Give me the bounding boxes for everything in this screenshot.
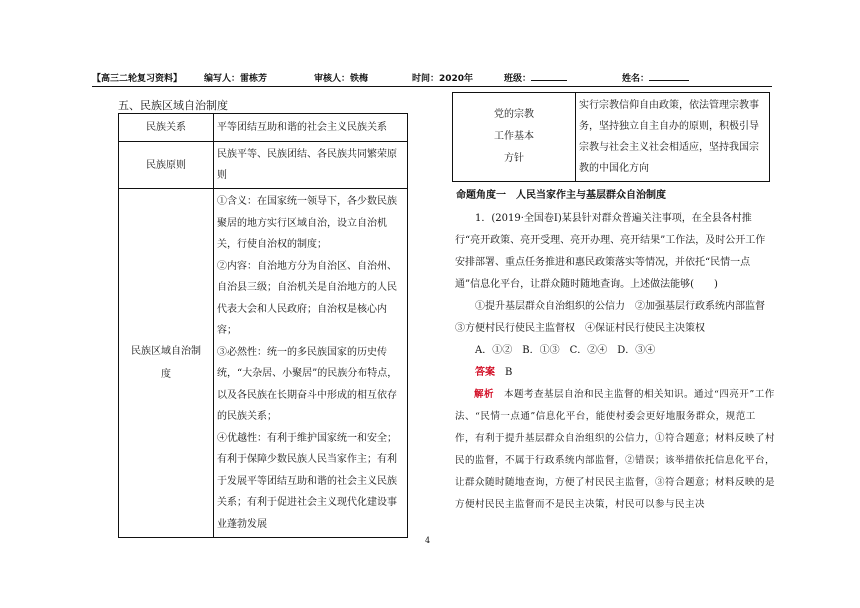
row-key: 民族关系	[119, 114, 214, 142]
options-line-1: ①提升基层群众自治组织的公信力 ②加强基层行政系统内部监督	[475, 301, 765, 312]
row-key: 民族区域自治制度	[119, 189, 214, 538]
answer-line	[455, 362, 775, 384]
table-row	[119, 114, 408, 142]
table-row	[453, 93, 770, 182]
row-value: 民族平等、民族团结、各民族共同繁荣原则	[214, 142, 408, 189]
header-class	[504, 71, 531, 84]
options-line-2: ③方便村民行使民主监督权 ④保证村民行使民主决策权	[455, 323, 705, 334]
question-stem: 1．(2019·全国卷Ⅰ)某县针对群众普遍关注事项，在全县各村推行“亮开政策、亮开受理、亮开办理、亮开结果”工作法，及时公开工作安排部署、重点任务推进和惠民政策落实等情况，并依托“民情一点通”信息化平台，让群众随时随地查询。上述做法能够( )	[455, 213, 766, 290]
header-name	[622, 71, 649, 84]
key-line: 方针	[504, 153, 524, 164]
question-block	[455, 186, 775, 516]
definition-text: ①含义：在国家统一领导下，各少数民族聚居的地方实行区域自治，设立自治机关，行使自治权的制度；	[217, 196, 397, 250]
page-number: 4	[425, 536, 431, 545]
choices: A．①② B．①③ C．②④ D．③④	[475, 345, 656, 356]
religion-policy-table	[452, 92, 770, 182]
question-heading: 命题角度一 人民当家作主与基层群众自治制度	[456, 190, 666, 201]
header-writer: 编写人：雷栋芳	[204, 74, 268, 84]
class-blank	[531, 71, 567, 81]
page-header	[92, 71, 772, 85]
section-title: 五、民族区域自治制度	[118, 99, 228, 112]
header-time: 时间：2020年	[412, 74, 474, 84]
ethnic-autonomy-table	[118, 113, 408, 538]
answer-value: B	[505, 367, 513, 378]
table-row	[119, 142, 408, 189]
header-rule	[92, 86, 772, 87]
name-blank	[649, 71, 689, 81]
analysis-label: 解析	[474, 389, 495, 400]
header-reviewer: 审核人：铁梅	[314, 74, 369, 84]
analysis-body: 本题考查基层自治和民主监督的相关知识。通过“四亮开”工作法、“民情一点通”信息化平台，能使村委会更好地服务群众，规范工作，有利于提升基层群众自治组织的公信力，①符合题意；材料反映了村民的监督，不属于行政系统内部监督，②错误；该举措依托信息化平台，让群众随时随地查询，方便了村民民主监督，③符合题意；材料反映的是方便村民民主监督而不是民主决策，村民可以参与民主决	[455, 389, 776, 510]
row-value: 实行宗教信仰自由政策，依法管理宗教事务，坚持独立自主自办的原则，积极引导宗教与社会主义社会相适应，坚持我国宗教的中国化方向	[576, 93, 770, 182]
necessity-text: ③必然性：统一的多民族国家的历史传统，“大杂居、小聚居”的民族分布特点，以及各民族在长期奋斗中形成的相互依存的民族关系；	[217, 346, 398, 422]
row-value	[214, 189, 408, 538]
key-line: 工作基本	[494, 131, 534, 142]
analysis-text	[455, 384, 775, 516]
table-row	[119, 189, 408, 538]
class-label: 班级：	[504, 74, 532, 84]
content-text: ②内容：自治地方分为自治区、自治州、自治县三级；自治机关是自治地方的人民代表大会和人民政府；自治权是核心内容；	[217, 260, 397, 336]
answer-label: 答案	[475, 367, 495, 378]
row-value: 平等团结互助和谐的社会主义民族关系	[214, 114, 408, 142]
superiority-text: ④优越性：有利于维护国家统一和安全；有利于保障少数民族人民当家作主；有利于发展平等团结互助和谐的社会主义民族关系；有利于促进社会主义现代化建设事业蓬勃发展	[217, 432, 397, 530]
key-line: 党的宗教	[494, 109, 534, 120]
row-key: 民族原则	[119, 142, 214, 189]
name-label: 姓名：	[622, 74, 650, 84]
header-series: 【高三二轮复习资料】	[92, 74, 183, 84]
row-key	[453, 93, 576, 182]
